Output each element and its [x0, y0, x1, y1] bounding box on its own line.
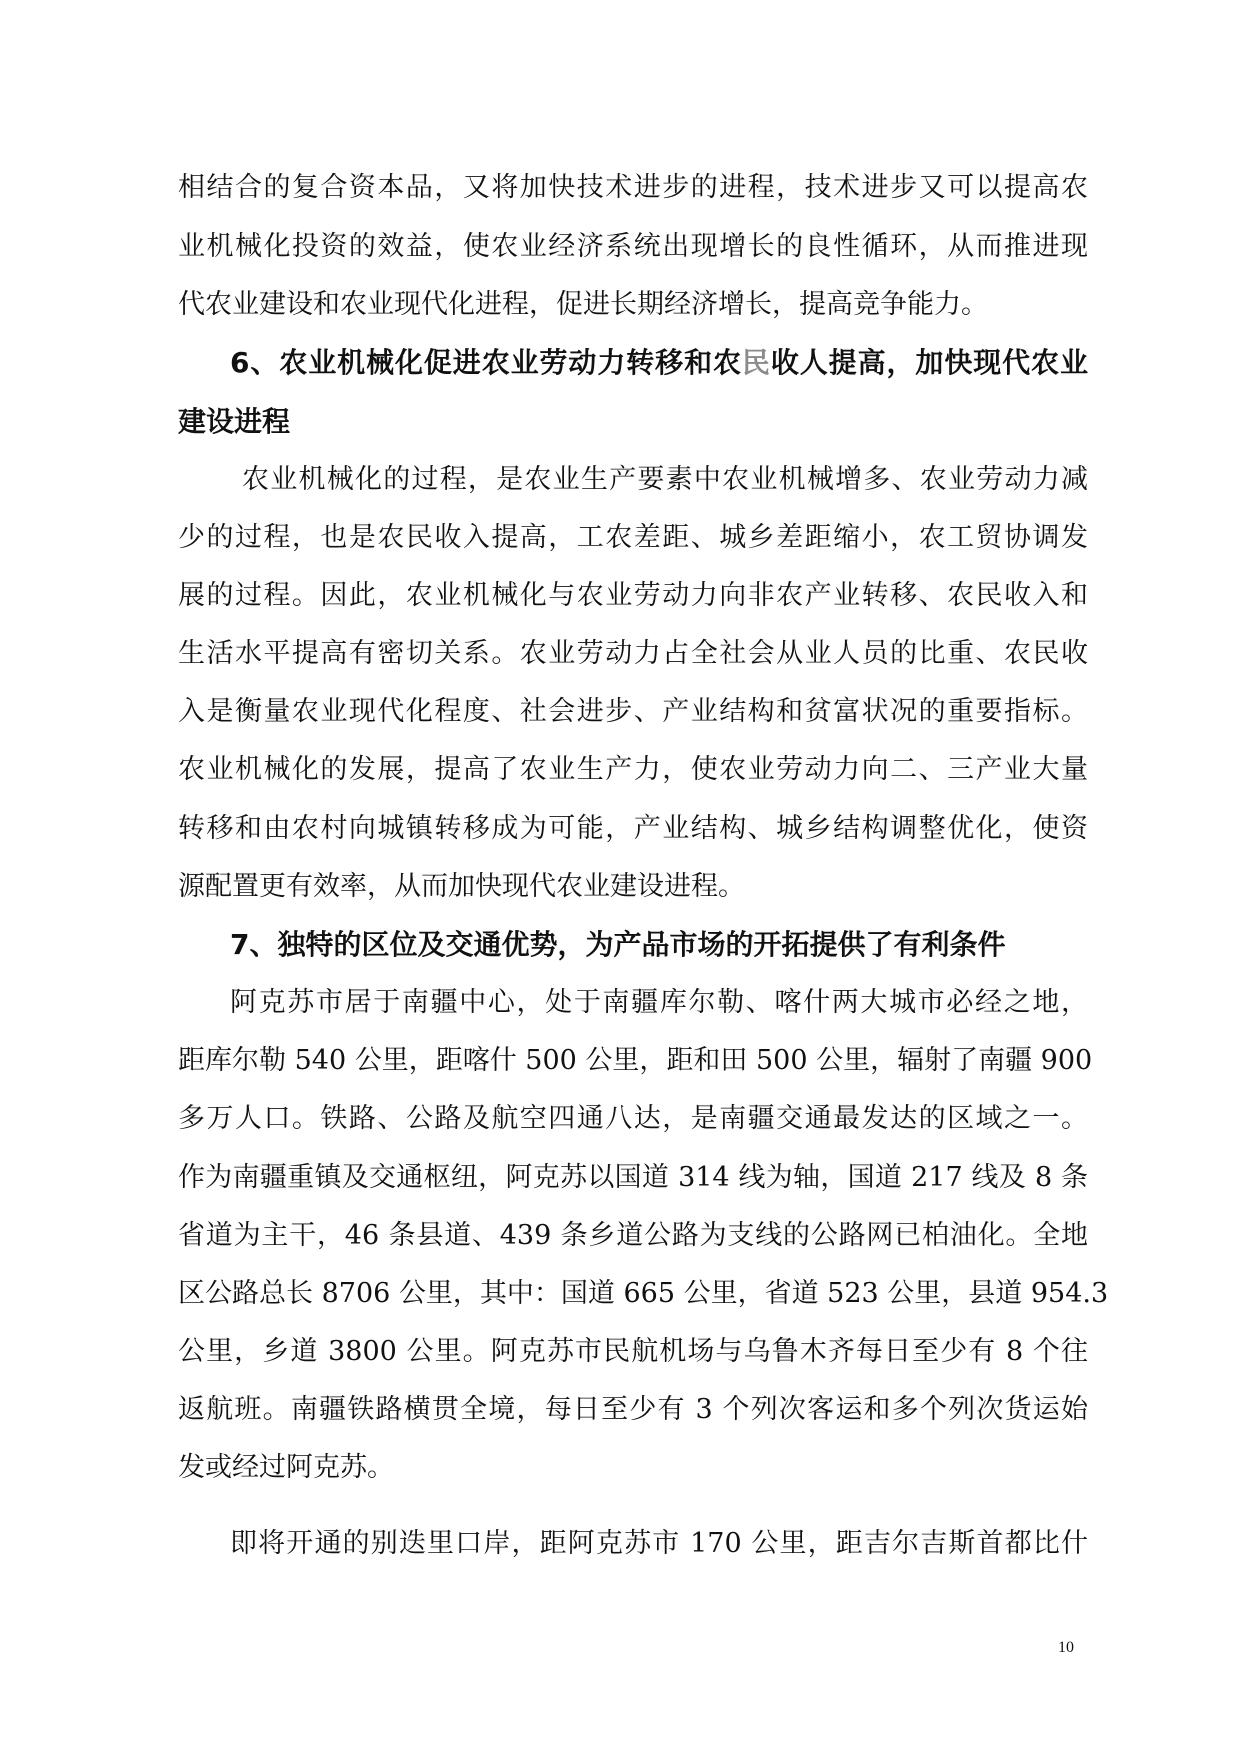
- paragraph-line: 展的过程。因此，农业机械化与农业劳动力向非农产业转移、农民收入和: [178, 580, 1088, 611]
- heading-text: 收人提高，加快现代农业: [770, 346, 1088, 379]
- paragraph-line: 业机械化投资的效益，使农业经济系统出现增长的良性循环，从而推进现: [178, 231, 1088, 262]
- paragraph-line: 少的过程，也是农民收入提高，工农差距、城乡差距缩小，农工贸协调发: [178, 522, 1088, 553]
- paragraph-line: 代农业建设和农业现代化进程，促进长期经济增长，提高竞争能力。: [178, 289, 988, 320]
- heading-text-grey-char: 民: [741, 346, 771, 379]
- paragraph-line: 区公路总长 8706 公里，其中：国道 665 公里，省道 523 公里，县道 954.3: [178, 1278, 1109, 1309]
- paragraph-line: 发或经过阿克苏。: [178, 1452, 394, 1483]
- paragraph-line: 农业机械化的发展，提高了农业生产力，使农业劳动力向二、三产业大量: [178, 754, 1088, 785]
- page-number: 10: [1058, 1639, 1074, 1656]
- paragraph-line: 入是衡量农业现代化程度、社会进步、产业结构和贫富状况的重要指标。: [178, 696, 1088, 727]
- section-heading-6-continued: 建设进程: [178, 405, 291, 438]
- paragraph-line: 相结合的复合资本品，又将加快技术进步的进程，技术进步又可以提高农: [178, 172, 1088, 203]
- paragraph-line: 返航班。南疆铁路横贯全境，每日至少有 3 个列次客运和多个列次货运始: [178, 1394, 1088, 1425]
- paragraph-line: 省道为主干，46 条县道、439 条乡道公路为支线的公路网已柏油化。全地: [178, 1220, 1088, 1251]
- paragraph-line: 转移和由农村向城镇转移成为可能，产业结构、城乡结构调整优化，使资: [178, 813, 1088, 844]
- paragraph-line: 距库尔勒 540 公里，距喀什 500 公里，距和田 500 公里，辐射了南疆 900: [178, 1045, 1093, 1076]
- heading-text: 6、农业机械化促进农业劳动力转移和农: [230, 346, 742, 379]
- paragraph-line: 生活水平提高有密切关系。农业劳动力占全社会从业人员的比重、农民收: [178, 638, 1088, 669]
- paragraph-line: 多万人口。铁路、公路及航空四通八达，是南疆交通最发达的区域之一。: [178, 1103, 1088, 1134]
- section-heading-6: [230, 345, 1088, 381]
- paragraph-line: 公里，乡道 3800 公里。阿克苏市民航机场与乌鲁木齐每日至少有 8 个往: [178, 1336, 1088, 1367]
- paragraph-line: 阿克苏市居于南疆中心，处于南疆库尔勒、喀什两大城市必经之地，: [230, 987, 1088, 1018]
- paragraph-line: 即将开通的别迭里口岸，距阿克苏市 170 公里，距吉尔吉斯首都比什: [230, 1528, 1088, 1559]
- section-heading-7: 7、独特的区位及交通优势，为产品市场的开拓提供了有利条件: [230, 928, 1006, 961]
- paragraph-line: 作为南疆重镇及交通枢纽，阿克苏以国道 314 线为轴，国道 217 线及 8 条: [178, 1162, 1088, 1193]
- paragraph-line: 源配置更有效率，从而加快现代农业建设进程。: [178, 871, 745, 902]
- paragraph-line: 农业机械化的过程，是农业生产要素中农业机械增多、农业劳动力减: [242, 464, 1088, 495]
